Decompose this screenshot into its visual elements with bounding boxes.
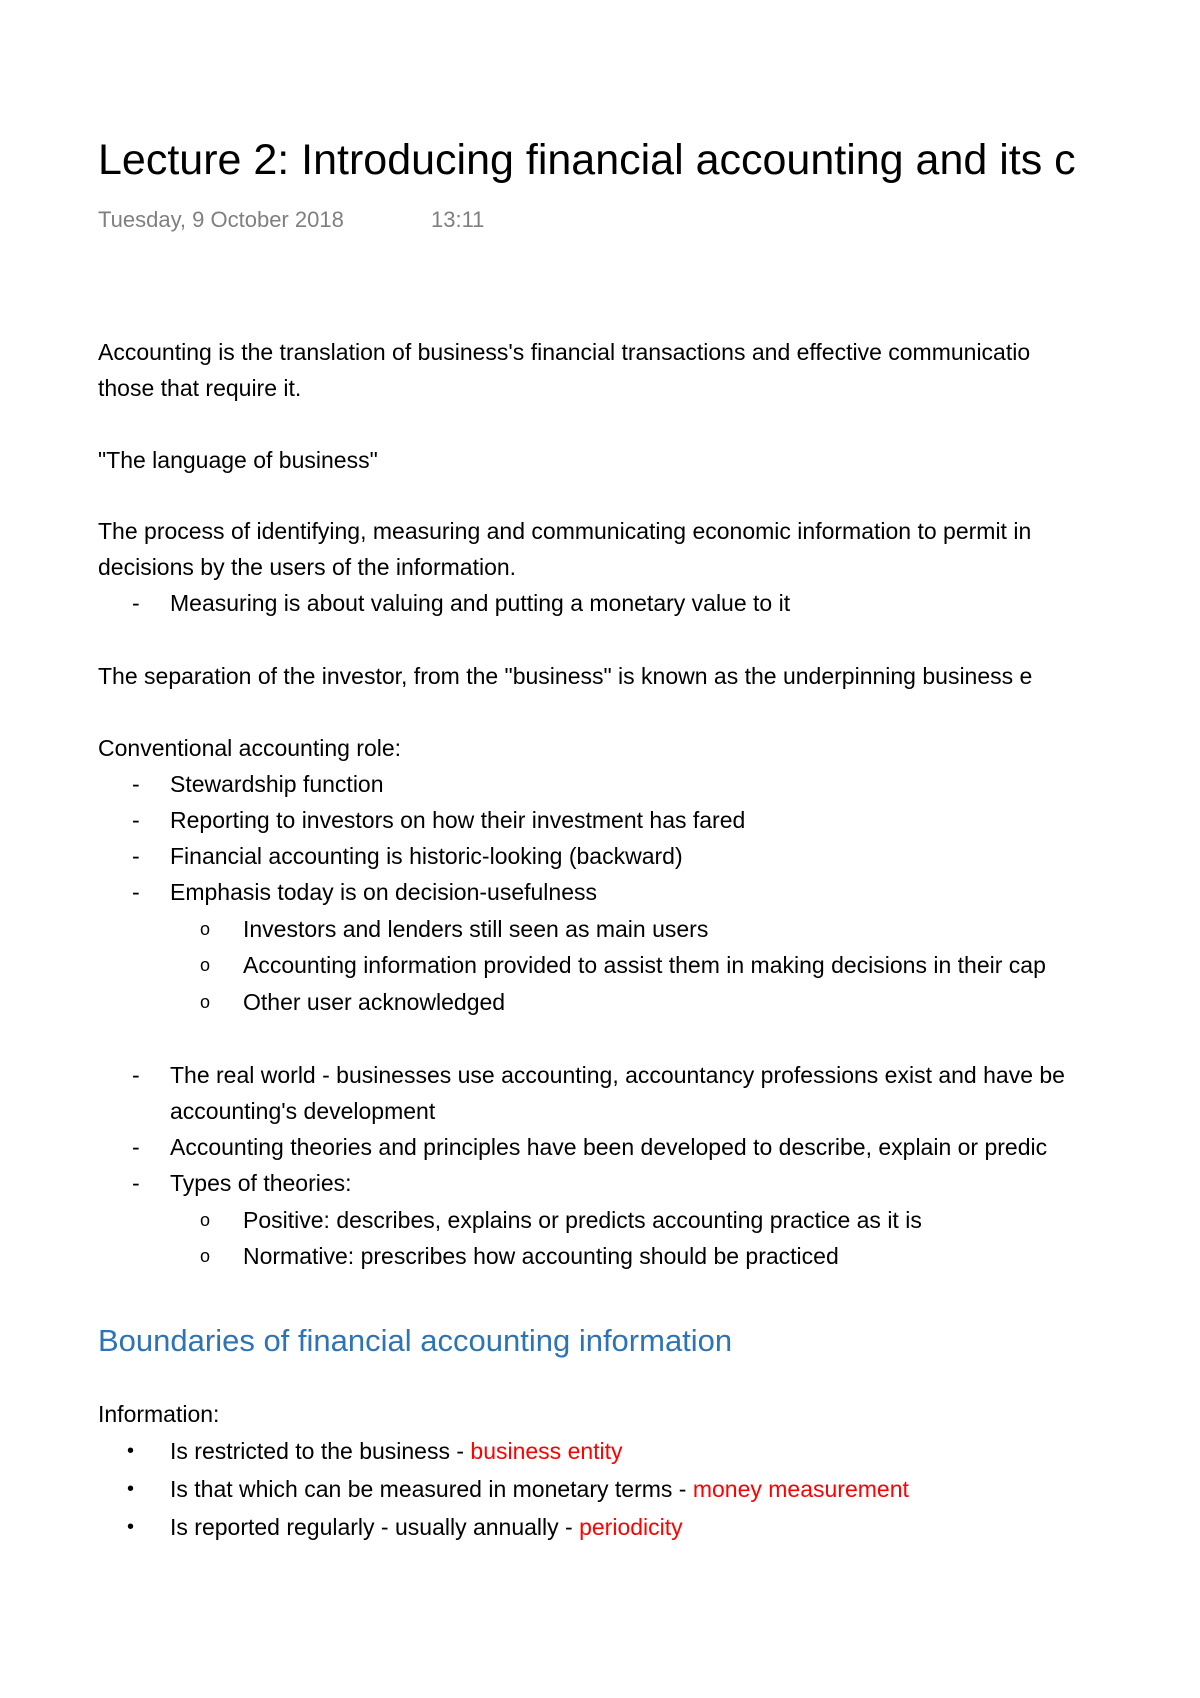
list-item: Types of theories: <box>170 1170 352 1196</box>
list-item: Financial accounting is historic-looking (backward) <box>170 843 683 869</box>
sub-list-item: Normative: prescribes how accounting should be practiced <box>243 1243 839 1269</box>
page-title: Lecture 2: Introducing financial accounting and its c <box>98 136 1076 184</box>
bullet-marker: • <box>127 1478 135 1500</box>
sub-list-item: Accounting information provided to assist them in making decisions in their cap <box>243 952 1046 978</box>
highlight-term: money measurement <box>692 1476 909 1502</box>
process-bullet: Measuring is about valuing and putting a monetary value to it <box>170 590 791 616</box>
circle-marker: o <box>200 992 211 1012</box>
dash-marker: - <box>132 843 140 869</box>
list-item: Reporting to investors on how their investment has fared <box>170 807 746 833</box>
dash-marker: - <box>132 1134 140 1160</box>
item-text: Is reported regularly - usually annually - <box>170 1514 580 1540</box>
item-text: Is restricted to the business - <box>170 1438 471 1464</box>
item-text: Is that which can be measured in monetary terms - <box>170 1476 693 1502</box>
list-item: Emphasis today is on decision-usefulness <box>170 879 598 905</box>
dash-marker: - <box>132 807 140 833</box>
bullet-marker: • <box>127 1440 135 1462</box>
circle-marker: o <box>200 919 211 939</box>
list-item: Accounting theories and principles have been developed to describe, explain or predic <box>170 1134 1048 1160</box>
highlight-term: periodicity <box>579 1514 683 1540</box>
quote-text: "The language of business" <box>98 447 378 473</box>
list-item <box>170 1436 623 1466</box>
list-item <box>170 1474 909 1504</box>
highlight-term: business entity <box>470 1438 623 1464</box>
intro-line-1: Accounting is the translation of business's financial transactions and effective communicatio <box>98 339 1031 365</box>
process-line-1: The process of identifying, measuring and communicating economic information to permit in <box>98 518 1032 544</box>
note-date: Tuesday, 9 October 2018 <box>98 207 344 232</box>
info-label: Information: <box>98 1401 220 1427</box>
dash-marker: - <box>132 590 140 616</box>
circle-marker: o <box>200 1246 211 1266</box>
conventional-heading: Conventional accounting role: <box>98 735 402 761</box>
process-line-2: decisions by the users of the information. <box>98 554 517 580</box>
circle-marker: o <box>200 955 211 975</box>
section-heading: Boundaries of financial accounting information <box>98 1323 733 1358</box>
separation-text: The separation of the investor, from the "business" is known as the underpinning business e <box>98 663 1033 689</box>
note-time: 13:11 <box>431 207 485 232</box>
intro-line-2: those that require it. <box>98 375 302 401</box>
dash-marker: - <box>132 1062 140 1088</box>
bullet-marker: • <box>127 1516 135 1538</box>
dash-marker: - <box>132 771 140 797</box>
list-item-continuation: accounting's development <box>170 1098 436 1124</box>
circle-marker: o <box>200 1210 211 1230</box>
dash-marker: - <box>132 1170 140 1196</box>
sub-list-item: Positive: describes, explains or predicts accounting practice as it is <box>243 1207 922 1233</box>
sub-list-item: Other user acknowledged <box>243 989 506 1015</box>
list-item <box>170 1512 683 1542</box>
list-item: Stewardship function <box>170 771 384 797</box>
dash-marker: - <box>132 879 140 905</box>
list-item: The real world - businesses use accounting, accountancy professions exist and have be <box>170 1062 1065 1088</box>
sub-list-item: Investors and lenders still seen as main users <box>243 916 709 942</box>
